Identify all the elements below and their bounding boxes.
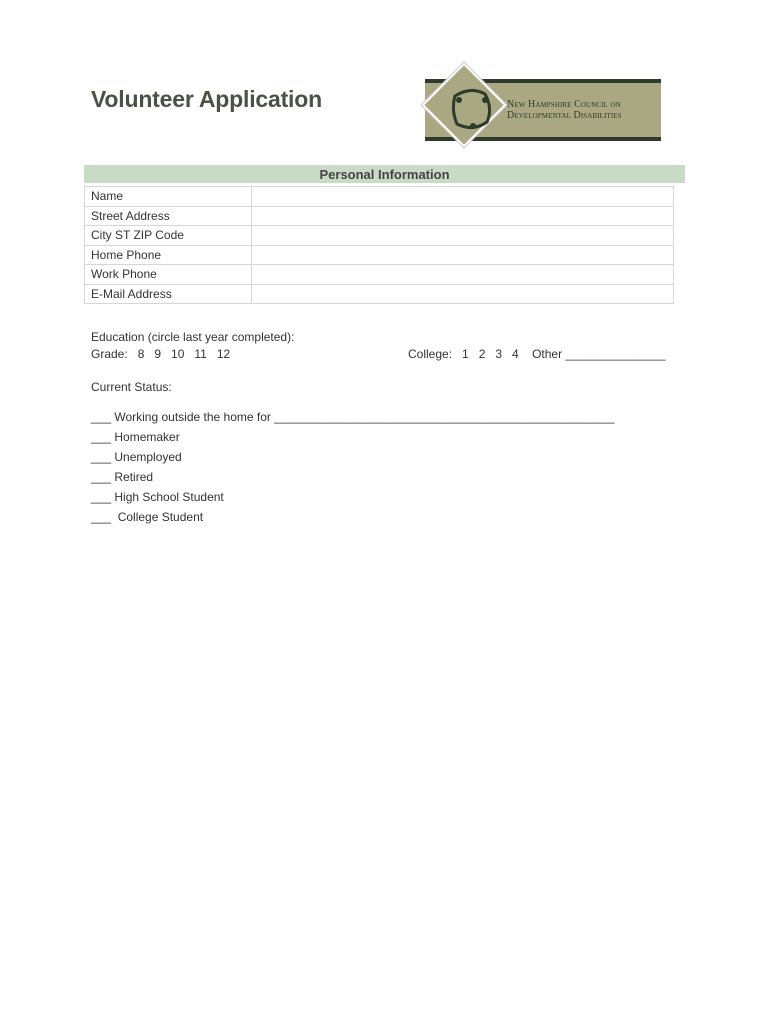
status-item-unemployed: ___ Unemployed: [91, 450, 182, 464]
status-item-high-school-student: ___ High School Student: [91, 490, 224, 504]
table-row: [85, 226, 674, 246]
field-label: City ST ZIP Code: [85, 226, 252, 246]
table-row: [85, 187, 674, 207]
table-row: [85, 245, 674, 265]
street-address-field[interactable]: [252, 206, 674, 226]
personal-information-table: [84, 186, 674, 304]
logo-text-line1: New Hampshire Council on: [507, 99, 621, 110]
table-row: [85, 265, 674, 285]
page-title: Volunteer Application: [91, 86, 322, 112]
field-label: E-Mail Address: [85, 284, 252, 304]
grade-options: Grade: 8 9 10 11 12: [91, 347, 231, 361]
field-label: Name: [85, 187, 252, 207]
email-address-field[interactable]: [252, 284, 674, 304]
city-st-zip-field[interactable]: [252, 226, 674, 246]
table-row: [85, 284, 674, 304]
section-header-personal-information: Personal Information: [84, 165, 685, 183]
status-item-college-student: ___ College Student: [91, 510, 204, 524]
status-item-retired: ___ Retired: [91, 470, 154, 484]
table-row: [85, 206, 674, 226]
status-item-working: ___ Working outside the home for ___________________________________________________: [91, 410, 615, 424]
council-logo: [425, 70, 661, 150]
field-label: Work Phone: [85, 265, 252, 285]
name-field[interactable]: [252, 187, 674, 207]
logo-emblem-icon: [433, 70, 513, 150]
education-heading: Education (circle last year completed):: [91, 330, 295, 344]
field-label: Home Phone: [85, 245, 252, 265]
status-item-homemaker: ___ Homemaker: [91, 430, 180, 444]
college-options: College: 1 2 3 4 Other _______________: [408, 347, 666, 361]
current-status-heading: Current Status:: [91, 380, 172, 394]
logo-text: [507, 99, 622, 121]
field-label: Street Address: [85, 206, 252, 226]
work-phone-field[interactable]: [252, 265, 674, 285]
logo-text-line2: Developmental Disabilities: [507, 110, 622, 121]
home-phone-field[interactable]: [252, 245, 674, 265]
